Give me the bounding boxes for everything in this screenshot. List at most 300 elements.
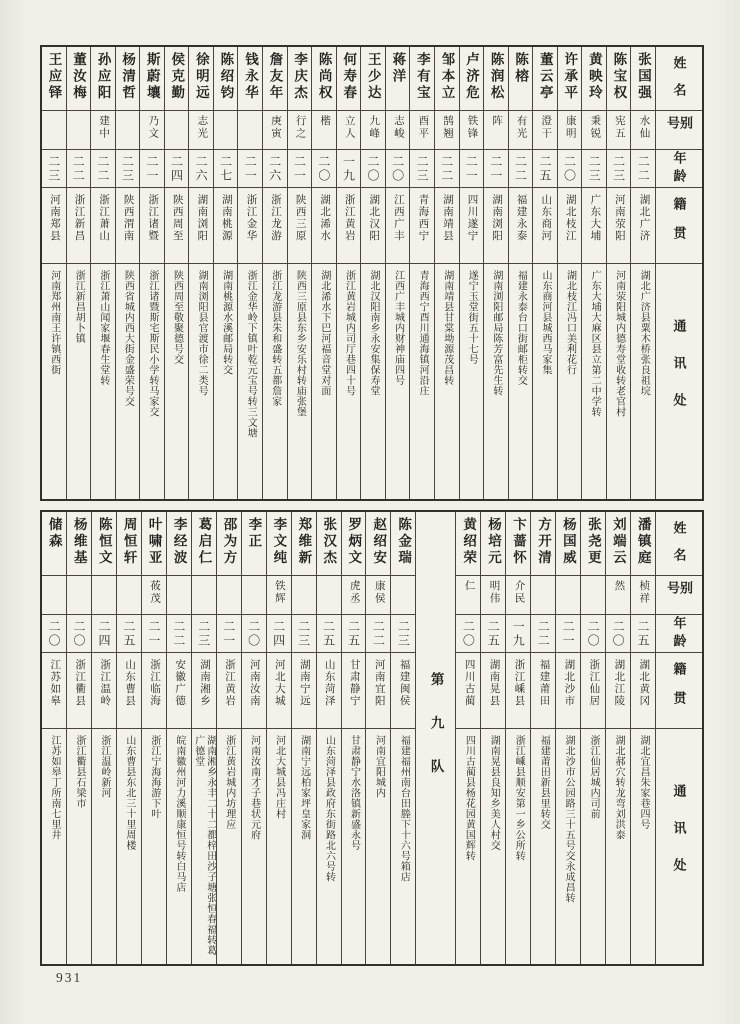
person-alias-cell xyxy=(531,576,555,615)
person-address-cell-text: 福建永泰台口街邮柜转交 xyxy=(515,270,527,386)
person-name-cell xyxy=(263,47,287,111)
person-origin-cell xyxy=(192,653,216,729)
person-origin-cell xyxy=(342,653,366,729)
person-alias-cell-text: 仁 xyxy=(463,580,475,593)
person-age-cell xyxy=(312,150,336,188)
person-name-cell xyxy=(556,512,580,576)
person-alias-cell xyxy=(317,576,341,615)
person-age-cell xyxy=(631,150,655,188)
person-name-cell xyxy=(531,512,555,576)
person-column xyxy=(317,512,342,964)
person-age-cell xyxy=(410,150,434,188)
person-alias-cell xyxy=(391,576,415,615)
person-alias-cell xyxy=(533,111,557,150)
person-origin-cell xyxy=(288,188,312,264)
person-name-cell-text: 葛启仁 xyxy=(196,517,212,567)
person-alias-cell xyxy=(242,576,266,615)
person-column xyxy=(556,512,581,964)
person-name-cell-text: 王少达 xyxy=(365,52,381,102)
person-address-cell-text: 遂宁玉堂街五十七号 xyxy=(466,270,478,365)
person-column xyxy=(581,512,606,964)
person-age-cell-text: 二三 xyxy=(611,154,626,183)
person-alias-cell-text: 然 xyxy=(613,580,625,593)
person-alias-cell xyxy=(581,576,605,615)
field-label-age xyxy=(656,615,702,653)
person-address-cell xyxy=(456,729,480,964)
person-address-cell xyxy=(460,264,484,499)
person-origin-cell-text: 湖北浠水 xyxy=(319,194,331,242)
person-age-cell-text: 二五 xyxy=(121,619,136,648)
person-origin-cell-text: 湖北黄冈 xyxy=(638,659,650,707)
person-age-cell-text: 二〇 xyxy=(366,154,381,183)
person-alias-cell xyxy=(142,576,166,615)
person-name-cell-text: 陈金瑞 xyxy=(396,517,412,567)
person-origin-cell-text: 福建闽侯 xyxy=(398,659,410,707)
person-origin-cell xyxy=(267,653,291,729)
person-address-cell xyxy=(342,729,366,964)
person-age-cell xyxy=(509,150,533,188)
field-label-origin xyxy=(656,653,702,729)
person-alias-cell xyxy=(631,111,655,150)
person-age-cell xyxy=(42,150,66,188)
person-origin-cell xyxy=(92,653,116,729)
person-age-cell-text: 二一 xyxy=(243,154,258,183)
person-name-cell-text: 卢济危 xyxy=(464,52,480,102)
field-label-origin xyxy=(656,188,702,264)
page-number: 931 xyxy=(56,970,83,985)
person-origin-cell xyxy=(481,653,505,729)
person-name-cell xyxy=(238,47,262,111)
person-address-cell-text: 浙江龙游县朱和盛转五都詹家 xyxy=(269,270,281,407)
person-age-cell-text: 二三 xyxy=(120,154,135,183)
person-column xyxy=(456,512,481,964)
person-age-cell xyxy=(67,615,91,653)
person-alias-cell-text: 铁锋 xyxy=(466,115,478,140)
person-origin-cell-text: 湖北沙市 xyxy=(563,659,575,707)
person-age-cell-text: 二三 xyxy=(415,154,430,183)
person-origin-cell xyxy=(91,188,115,264)
person-address-cell-text: 湖北郝穴转龙弯刘洪泰 xyxy=(613,735,625,840)
person-origin-cell xyxy=(214,188,238,264)
person-origin-cell xyxy=(117,653,141,729)
person-address-cell-text: 湖北广济县粟木桥张良祖垸 xyxy=(638,270,650,396)
person-origin-cell xyxy=(460,188,484,264)
person-name-cell-text: 李有宝 xyxy=(414,52,430,102)
person-name-cell-text: 黄绍荣 xyxy=(461,517,477,567)
person-name-cell xyxy=(292,512,316,576)
person-name-cell-text: 陈润松 xyxy=(488,52,504,102)
person-age-cell xyxy=(506,615,530,653)
person-origin-cell-text: 湖北枝江 xyxy=(564,194,576,242)
person-alias-cell-text: 行之 xyxy=(294,115,306,140)
person-origin-cell-text: 甘肃静宁 xyxy=(348,659,360,707)
person-address-cell xyxy=(556,729,580,964)
team-divider-label: 第九队 xyxy=(428,672,444,803)
person-address-cell-text: 浙江诸暨斯宅斯民小学转马家交 xyxy=(146,270,158,417)
field-label-name-text: 姓名 xyxy=(671,56,687,110)
person-address-cell xyxy=(506,729,530,964)
person-name-cell xyxy=(456,512,480,576)
person-age-cell xyxy=(167,615,191,653)
person-origin-cell-text: 江苏如皋 xyxy=(49,659,61,707)
person-column xyxy=(312,47,337,499)
person-name-cell-text: 杨清哲 xyxy=(120,52,136,102)
person-address-cell-text: 江苏如皋丁所南七里井 xyxy=(49,735,61,840)
person-alias-cell-text: 酉平 xyxy=(417,115,429,140)
person-address-cell-text: 浙江衢县石梁市 xyxy=(74,735,85,809)
person-name-cell xyxy=(92,512,116,576)
person-age-cell xyxy=(581,615,605,653)
person-origin-cell-text: 四川古蔺 xyxy=(463,659,475,707)
person-age-cell xyxy=(165,150,189,188)
person-address-cell xyxy=(292,729,316,964)
person-name-cell xyxy=(631,47,655,111)
person-age-cell-text: 二七 xyxy=(218,154,233,183)
person-age-cell xyxy=(42,615,66,653)
person-age-cell-text: 二〇 xyxy=(586,619,601,648)
person-age-cell-text: 二〇 xyxy=(72,619,86,648)
person-alias-cell xyxy=(67,576,91,615)
person-alias-cell xyxy=(556,576,580,615)
person-name-cell-text: 许承平 xyxy=(562,52,578,102)
person-origin-cell-text: 浙江温岭 xyxy=(99,659,111,707)
person-age-cell-text: 二二 xyxy=(371,619,386,648)
person-origin-cell xyxy=(509,188,533,264)
field-label-column-lower xyxy=(656,512,702,964)
person-address-cell xyxy=(509,264,533,499)
person-name-cell xyxy=(337,47,361,111)
person-age-cell-text: 二一 xyxy=(464,154,479,183)
person-column xyxy=(92,512,117,964)
field-label-address-text: 通讯处 xyxy=(671,784,687,895)
person-address-cell-text: 浙江黄岩城内坊理应 xyxy=(223,735,235,830)
person-name-cell-text: 陈尚权 xyxy=(316,52,332,102)
person-alias-cell xyxy=(607,111,631,150)
person-alias-cell-text: 乃文 xyxy=(147,115,159,140)
person-column xyxy=(533,47,558,499)
person-origin-cell-text: 湖南浏阳 xyxy=(491,194,503,242)
person-alias-cell xyxy=(42,111,66,150)
person-name-cell xyxy=(288,47,312,111)
person-age-cell-text: 二二 xyxy=(513,154,528,183)
person-age-cell xyxy=(460,150,484,188)
person-alias-cell xyxy=(312,111,336,150)
person-age-cell xyxy=(435,150,459,188)
person-address-cell xyxy=(91,264,115,499)
person-address-cell-text: 浙江新昌胡卜镇 xyxy=(73,270,85,344)
person-address-cell xyxy=(67,729,91,964)
person-origin-cell xyxy=(391,653,415,729)
person-name-cell-text: 张尧更 xyxy=(585,517,601,567)
person-address-cell xyxy=(631,729,655,964)
person-origin-cell xyxy=(189,188,213,264)
person-address-cell-text: 浙江金华岭下镇叶乾元宝号转三文塘 xyxy=(245,270,257,438)
person-address-cell xyxy=(337,264,361,499)
person-origin-cell-text: 浙江仙居 xyxy=(588,659,600,707)
person-address-cell xyxy=(189,264,213,499)
field-label-name-text: 姓名 xyxy=(671,521,687,575)
person-name-cell xyxy=(217,512,241,576)
person-age-cell-text: 二五 xyxy=(636,619,651,648)
person-name-cell-text: 王应铎 xyxy=(46,52,62,102)
person-address-cell xyxy=(288,264,312,499)
person-name-cell xyxy=(481,512,505,576)
person-name-cell xyxy=(506,512,530,576)
person-origin-cell xyxy=(67,653,91,729)
person-column xyxy=(631,512,656,964)
person-column xyxy=(242,512,267,964)
person-name-cell xyxy=(242,512,266,576)
person-age-cell-text: 二三 xyxy=(46,154,61,183)
person-address-cell xyxy=(42,729,66,964)
field-label-age-text: 年龄 xyxy=(671,150,687,187)
person-age-cell-text: 一九 xyxy=(511,619,526,648)
person-alias-cell-text: 建中 xyxy=(98,115,110,140)
field-label-alias-text: 别号 xyxy=(665,581,693,599)
person-age-cell xyxy=(484,150,508,188)
field-label-address xyxy=(656,264,702,499)
person-address-cell-text: 湖南浏阳邮局陈芳富先生转 xyxy=(490,270,502,396)
person-name-cell xyxy=(42,512,66,576)
person-name-cell-text: 杨培元 xyxy=(486,517,502,567)
person-origin-cell-text: 湖南宁远 xyxy=(298,659,310,707)
person-address-cell-text: 湖北宜昌朱家巷四号 xyxy=(638,735,650,830)
person-origin-cell xyxy=(242,653,266,729)
person-age-cell-text: 二四 xyxy=(169,154,184,183)
field-label-origin-text: 籍贯 xyxy=(671,197,687,255)
person-origin-cell-text: 浙江嵊县 xyxy=(513,659,525,707)
person-age-cell xyxy=(361,150,385,188)
person-origin-cell xyxy=(312,188,336,264)
person-origin-cell-text: 河南郑县 xyxy=(48,194,60,242)
person-alias-cell-text: 立人 xyxy=(343,115,355,140)
person-age-cell-text: 二六 xyxy=(194,154,209,183)
field-label-alias xyxy=(656,576,702,615)
person-address-cell-text: 湖南靖县甘棠坳源茂昌转 xyxy=(441,270,453,386)
field-label-age-text: 年龄 xyxy=(671,615,687,652)
person-age-cell-text: 二三 xyxy=(196,619,211,648)
team-divider-column xyxy=(416,512,456,964)
person-origin-cell xyxy=(116,188,140,264)
person-origin-cell-text: 山东菏泽 xyxy=(323,659,335,707)
person-alias-cell xyxy=(631,576,655,615)
person-age-cell-text: 二五 xyxy=(346,619,361,648)
person-column xyxy=(217,512,242,964)
person-column xyxy=(435,47,460,499)
person-origin-cell-text: 河南宜阳 xyxy=(373,659,385,707)
person-address-cell xyxy=(366,729,390,964)
person-address-cell-text: 湖南晃县良知乡美人村交 xyxy=(488,735,500,851)
person-age-cell-text: 二二 xyxy=(536,619,551,648)
person-origin-cell-text: 山东商河 xyxy=(540,194,552,242)
person-origin-cell xyxy=(42,653,66,729)
person-name-cell-text: 张国强 xyxy=(635,52,651,102)
person-alias-cell xyxy=(67,111,91,150)
person-origin-cell xyxy=(410,188,434,264)
person-origin-cell-text: 湖北广济 xyxy=(638,194,650,242)
person-alias-cell xyxy=(456,576,480,615)
person-age-cell-text: 二〇 xyxy=(461,619,476,648)
person-age-cell xyxy=(292,615,316,653)
person-column xyxy=(238,47,263,499)
person-origin-cell-text: 四川遂宁 xyxy=(466,194,478,242)
person-name-cell xyxy=(582,47,606,111)
field-label-origin-text: 籍贯 xyxy=(671,662,687,720)
person-address-cell-text: 陕西三原县东乡安乐村转庙张堡 xyxy=(294,270,306,417)
person-origin-cell xyxy=(361,188,385,264)
person-origin-cell xyxy=(140,188,164,264)
person-alias-cell xyxy=(192,576,216,615)
person-address-cell-text: 甘肃静宁水洛镇新盛永号 xyxy=(348,735,360,851)
person-address-cell-text: 湖南湘乡永丰二十二都梓田沙子塘张恒春福转葛广德堂 xyxy=(192,735,216,956)
person-name-cell-text: 杨国威 xyxy=(560,517,576,567)
person-name-cell xyxy=(67,47,91,111)
person-address-cell-text: 河南郑州南王许镇西街 xyxy=(48,270,60,375)
person-origin-cell xyxy=(506,653,530,729)
person-column xyxy=(391,512,416,964)
person-address-cell xyxy=(317,729,341,964)
person-address-cell-text: 福建福州南台田塍下十六号箱店 xyxy=(398,735,410,882)
person-column xyxy=(263,47,288,499)
person-origin-cell xyxy=(533,188,557,264)
person-name-cell-text: 卞蔷怀 xyxy=(511,517,526,567)
person-age-cell-text: 一九 xyxy=(341,154,356,183)
person-alias-cell-text: 鹄翘 xyxy=(441,115,453,140)
person-name-cell xyxy=(484,47,508,111)
person-alias-cell-text: 志峻 xyxy=(392,115,404,140)
field-label-age xyxy=(656,150,702,188)
person-name-cell xyxy=(192,512,216,576)
person-age-cell-text: 二一 xyxy=(146,619,161,648)
person-alias-cell xyxy=(481,576,505,615)
person-alias-cell xyxy=(165,111,189,150)
person-column xyxy=(607,47,632,499)
person-address-cell-text: 四川古蔺县杨花园黄国辉转 xyxy=(463,735,475,861)
person-origin-cell-text: 安徽广德 xyxy=(174,659,186,707)
person-name-cell xyxy=(533,47,557,111)
person-origin-cell-text: 河南荥阳 xyxy=(613,194,625,242)
person-alias-cell-text: 阵 xyxy=(491,115,503,128)
person-alias-cell xyxy=(582,111,606,150)
person-address-cell-text: 陕西周至敬聚德号交 xyxy=(171,270,183,365)
person-alias-cell xyxy=(558,111,582,150)
person-origin-cell xyxy=(317,653,341,729)
person-name-cell-text: 李经波 xyxy=(171,517,187,567)
person-alias-cell-text: 水仙 xyxy=(638,115,650,140)
person-address-cell-text: 湖南桃源水溪邮局转交 xyxy=(220,270,232,375)
person-address-cell-text: 浙江仙居城内司前 xyxy=(588,735,600,819)
person-age-cell xyxy=(116,150,140,188)
person-origin-cell-text: 陕西三原 xyxy=(294,194,306,242)
person-address-cell-text: 浙江嵊县顺安第一乡公所转 xyxy=(513,735,525,861)
person-age-cell-text: 二一 xyxy=(292,154,307,183)
person-age-cell xyxy=(631,615,655,653)
person-age-cell xyxy=(217,615,241,653)
person-name-cell xyxy=(312,47,336,111)
person-alias-cell xyxy=(410,111,434,150)
person-alias-cell-text: 康明 xyxy=(564,115,576,140)
person-alias-cell-text: 有光 xyxy=(515,115,527,140)
person-origin-cell xyxy=(165,188,189,264)
person-alias-cell-text: 楷 xyxy=(319,115,331,128)
person-age-cell-text: 二〇 xyxy=(562,154,577,183)
person-address-cell xyxy=(67,264,91,499)
person-name-cell-text: 叶啸亚 xyxy=(146,517,162,567)
person-name-cell xyxy=(435,47,459,111)
person-age-cell xyxy=(267,615,291,653)
person-name-cell xyxy=(631,512,655,576)
person-alias-cell-text: 澄干 xyxy=(540,115,552,140)
person-age-cell xyxy=(317,615,341,653)
person-address-cell-text: 福建莆田新县里转交 xyxy=(538,735,550,830)
person-origin-cell xyxy=(366,653,390,729)
person-age-cell xyxy=(391,615,415,653)
person-address-cell xyxy=(481,729,505,964)
person-name-cell-text: 邵为方 xyxy=(221,517,237,567)
person-origin-cell-text: 浙江临海 xyxy=(149,659,161,707)
person-alias-cell xyxy=(91,111,115,150)
person-age-cell-text: 二五 xyxy=(321,619,336,648)
person-alias-cell xyxy=(217,576,241,615)
person-name-cell xyxy=(142,512,166,576)
person-age-cell-text: 二二 xyxy=(171,619,186,648)
person-column xyxy=(292,512,317,964)
person-name-cell-text: 徐明远 xyxy=(193,52,209,102)
person-origin-cell-text: 浙江萧山 xyxy=(98,194,110,242)
person-age-cell-text: 二一 xyxy=(144,154,159,183)
person-origin-cell-text: 福建永泰 xyxy=(515,194,527,242)
person-age-cell xyxy=(67,150,91,188)
person-age-cell-text: 二三 xyxy=(396,619,411,648)
person-address-cell xyxy=(92,729,116,964)
person-name-cell xyxy=(366,512,390,576)
person-origin-cell-text: 浙江金华 xyxy=(245,194,257,242)
person-name-cell xyxy=(509,47,533,111)
person-column xyxy=(484,47,509,499)
person-address-cell xyxy=(165,264,189,499)
person-name-cell xyxy=(189,47,213,111)
person-origin-cell-text: 湖南桃源 xyxy=(220,194,232,242)
person-column xyxy=(189,47,214,499)
person-address-cell-text: 河北大城县冯庄村 xyxy=(273,735,285,819)
person-age-cell-text: 二四 xyxy=(96,619,111,648)
person-alias-cell xyxy=(606,576,630,615)
person-name-cell-text: 李正 xyxy=(246,517,262,550)
person-age-cell-text: 二二 xyxy=(95,154,110,183)
person-name-cell-text: 刘端云 xyxy=(610,517,626,567)
person-age-cell-text: 二六 xyxy=(267,154,282,183)
person-age-cell-text: 二〇 xyxy=(246,619,261,648)
person-address-cell-text: 湖北汉阳南乡永安集保寿堂 xyxy=(368,270,380,396)
person-age-cell xyxy=(366,615,390,653)
person-alias-cell-text: 明伟 xyxy=(488,580,500,605)
person-address-cell-text: 河南宜阳城内 xyxy=(373,735,385,798)
person-column xyxy=(67,512,92,964)
person-origin-cell-text: 湖南靖县 xyxy=(441,194,453,242)
person-name-cell-text: 侯克勤 xyxy=(169,52,185,102)
person-column xyxy=(167,512,192,964)
person-name-cell-text: 董云亭 xyxy=(537,52,553,102)
person-address-cell-text: 浙江宁海海游下叶 xyxy=(148,735,160,819)
person-origin-cell xyxy=(558,188,582,264)
person-name-cell xyxy=(410,47,434,111)
person-age-cell-text: 二二 xyxy=(439,154,454,183)
person-name-cell xyxy=(214,47,238,111)
person-age-cell xyxy=(337,150,361,188)
person-alias-cell-text: 莜茂 xyxy=(149,580,161,605)
person-origin-cell xyxy=(582,188,606,264)
person-alias-cell-text: 桢祥 xyxy=(638,580,650,605)
